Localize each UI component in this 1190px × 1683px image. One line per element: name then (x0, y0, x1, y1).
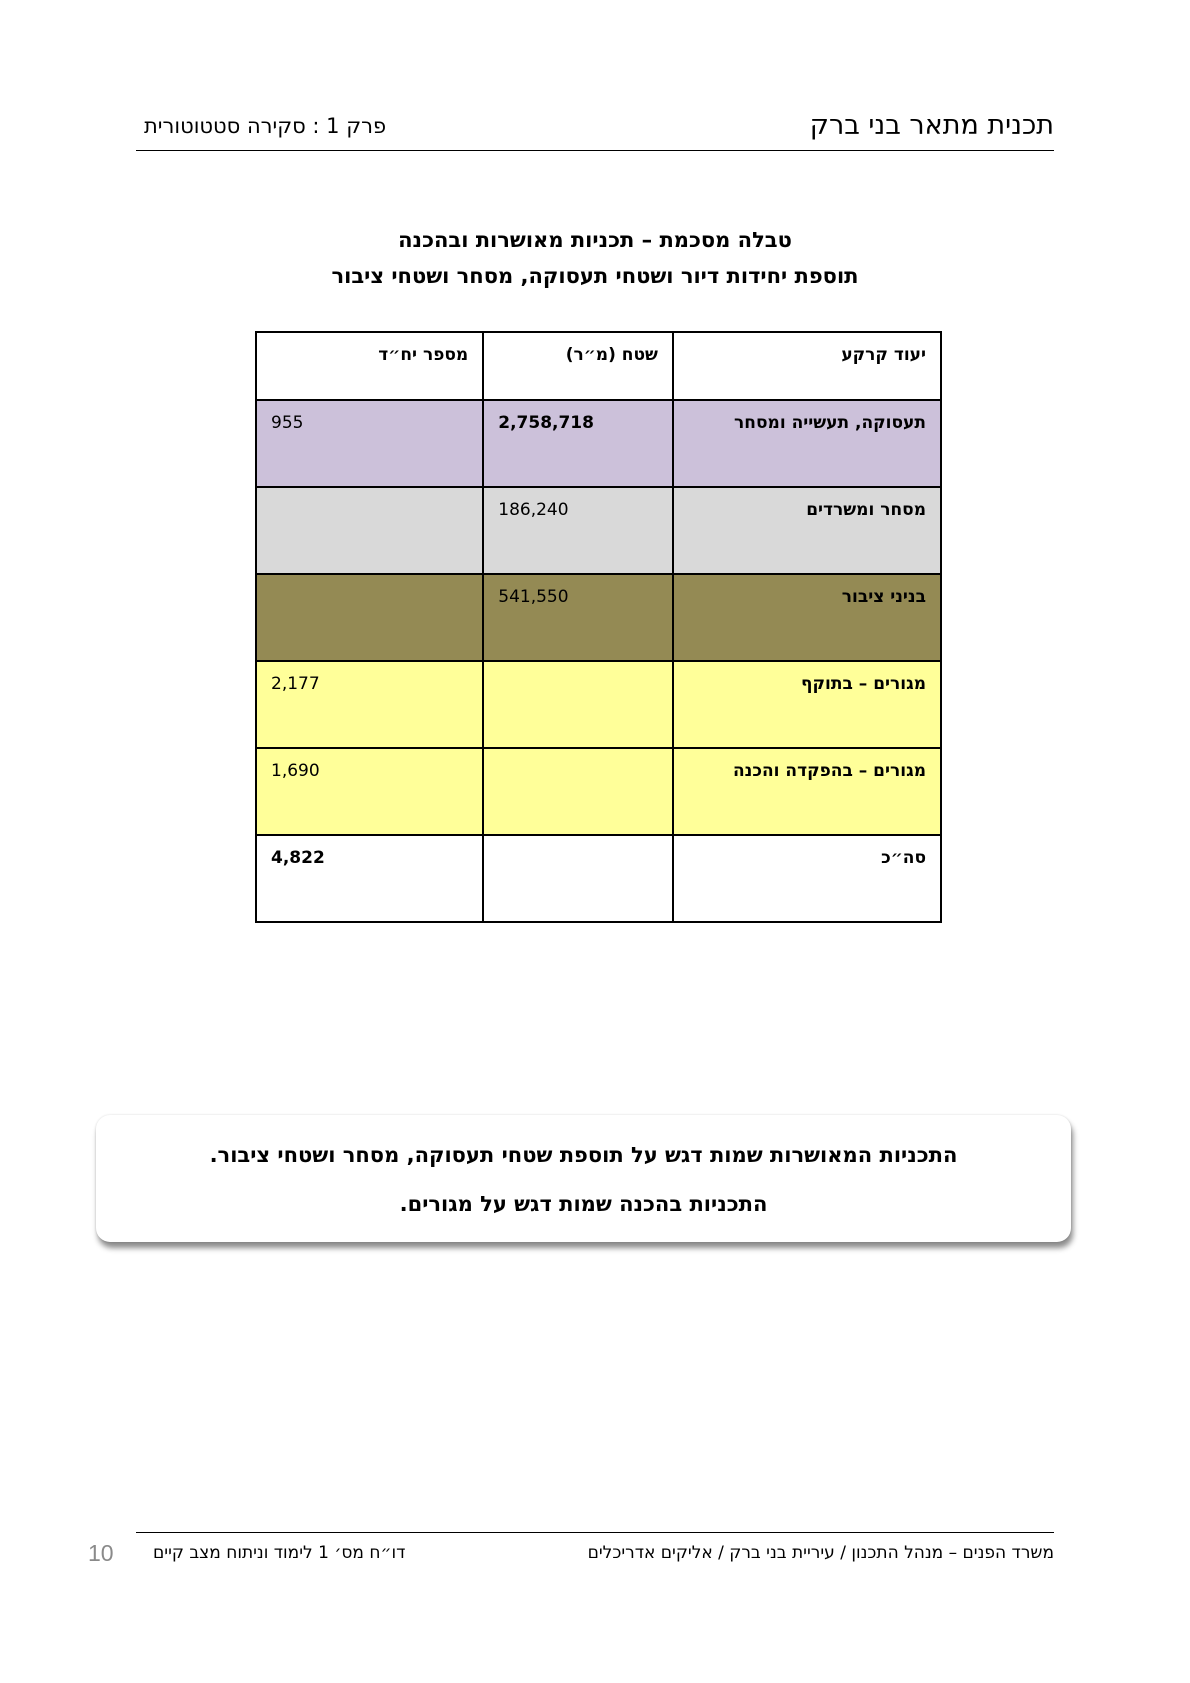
column-header-area: שטח (מ״ר) (483, 332, 673, 400)
summary-table (255, 331, 942, 923)
area-cell: 541,550 (483, 574, 673, 661)
area-cell (483, 661, 673, 748)
land-use-cell: תעסוקה, תעשייה ומסחר (673, 400, 941, 487)
units-cell (256, 487, 483, 574)
chapter-title: פרק 1 : סקירה סטטוטורית (144, 114, 387, 138)
summary-callout-box (96, 1115, 1071, 1242)
land-use-cell: מסחר ומשרדים (673, 487, 941, 574)
land-use-cell: בניני ציבור (673, 574, 941, 661)
table-row-total (256, 835, 941, 922)
table-subtitle: תוספת יחידות דיור ושטחי תעסוקה, מסחר ושטחי ציבור (331, 264, 859, 288)
land-use-cell: סה״כ (673, 835, 941, 922)
table-row (256, 400, 941, 487)
area-cell (483, 748, 673, 835)
land-use-cell: מגורים – בהפקדה והכנה (673, 748, 941, 835)
page-number: 10 (88, 1540, 114, 1566)
callout-text-in-preparation: התכניות בהכנה שמות דגש על מגורים. (399, 1192, 768, 1216)
table-row (256, 661, 941, 748)
table-title: טבלה מסכמת – תכניות מאושרות ובהכנה (398, 228, 792, 252)
area-cell: 2,758,718 (483, 400, 673, 487)
page-header (136, 110, 1054, 151)
units-cell (256, 574, 483, 661)
table-header-row (256, 332, 941, 400)
total-units-cell: 4,822 (256, 835, 483, 922)
column-header-land-use: יעוד קרקע (673, 332, 941, 400)
footer-report-title: דו״ח מס׳ 1 לימוד וניתוח מצב קיים (153, 1543, 406, 1563)
land-use-cell: מגורים – בתוקף (673, 661, 941, 748)
table-row (256, 487, 941, 574)
document-title: תכנית מתאר בני ברק (809, 110, 1054, 141)
units-cell: 955 (256, 400, 483, 487)
area-cell: 186,240 (483, 487, 673, 574)
page-footer (136, 1532, 1054, 1569)
footer-credits: משרד הפנים – מנהל התכנון / עיריית בני ברק / אליקים אדריכלים (587, 1543, 1054, 1563)
callout-text-approved: התכניות המאושרות שמות דגש על תוספת שטחי תעסוקה, מסחר ושטחי ציבור. (209, 1143, 958, 1167)
column-header-housing-units: מספר יח״ד (256, 332, 483, 400)
area-cell (483, 835, 673, 922)
table-row (256, 748, 941, 835)
units-cell: 2,177 (256, 661, 483, 748)
table-row (256, 574, 941, 661)
units-cell: 1,690 (256, 748, 483, 835)
